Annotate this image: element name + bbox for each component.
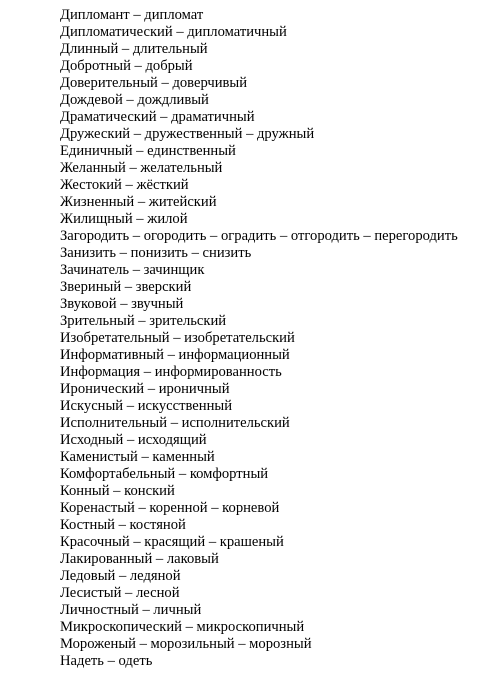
list-item: Загородить – огородить – оградить – отгородить – перегородить [60, 228, 458, 244]
list-item: Драматический – драматичный [60, 109, 255, 125]
list-item: Дождевой – дождливый [60, 92, 209, 108]
list-item: Лакированный – лаковый [60, 551, 219, 567]
list-item: Звуковой – звучный [60, 296, 184, 312]
list-item: Жестокий – жёсткий [60, 177, 189, 193]
list-item: Изобретательный – изобретательский [60, 330, 295, 346]
list-item: Исполнительный – исполнительский [60, 415, 290, 431]
list-item: Личностный – личный [60, 602, 202, 618]
list-item: Конный – конский [60, 483, 175, 499]
list-item: Дружеский – дружественный – дружный [60, 126, 315, 142]
list-item: Жизненный – житейский [60, 194, 217, 210]
list-item: Добротный – добрый [60, 58, 193, 74]
paronym-list [60, 7, 458, 670]
list-item: Информация – информированность [60, 364, 282, 380]
list-item: Доверительный – доверчивый [60, 75, 248, 91]
list-item: Исходный – исходящий [60, 432, 207, 448]
list-item: Мороженый – морозильный – морозный [60, 636, 312, 652]
list-item: Желанный – желательный [60, 160, 223, 176]
list-item: Лесистый – лесной [60, 585, 180, 601]
list-item: Надеть – одеть [60, 653, 153, 669]
list-item: Коренастый – коренной – корневой [60, 500, 280, 516]
list-item: Звериный – зверский [60, 279, 192, 295]
list-item: Длинный – длительный [60, 41, 208, 57]
list-item: Дипломант – дипломат [60, 7, 204, 23]
list-item: Красочный – красящий – крашеный [60, 534, 284, 550]
list-item: Жилищный – жилой [60, 211, 188, 227]
list-item: Иронический – ироничный [60, 381, 230, 397]
list-item: Занизить – понизить – снизить [60, 245, 252, 261]
list-item: Единичный – единственный [60, 143, 236, 159]
list-item: Зрительный – зрительский [60, 313, 227, 329]
list-item: Микроскопический – микроскопичный [60, 619, 305, 635]
list-item: Информативный – информационный [60, 347, 290, 363]
list-item: Ледовый – ледяной [60, 568, 181, 584]
list-item: Дипломатический – дипломатичный [60, 24, 287, 40]
list-item: Каменистый – каменный [60, 449, 215, 465]
list-item: Комфортабельный – комфортный [60, 466, 269, 482]
list-item: Искусный – искусственный [60, 398, 233, 414]
list-item: Костный – костяной [60, 517, 186, 533]
list-item: Зачинатель – зачинщик [60, 262, 205, 278]
